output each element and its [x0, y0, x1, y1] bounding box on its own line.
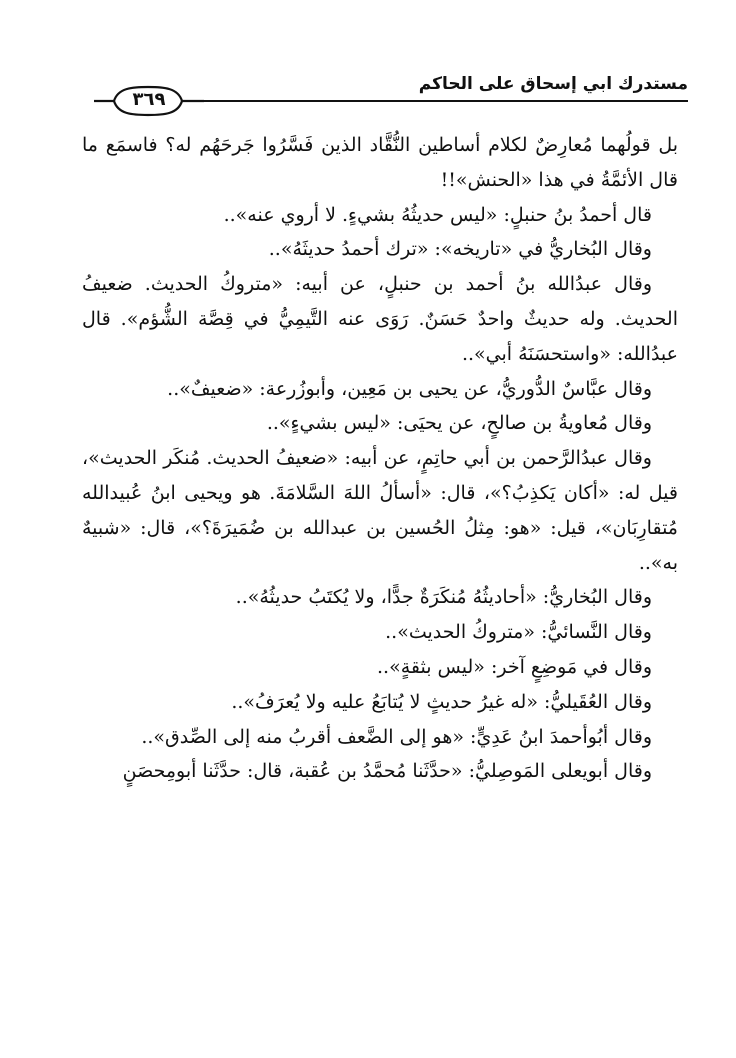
paragraph-uqayli: وقال العُقَيليُّ: «له غيرُ حديثٍ لا يُتابَعُ عليه ولا يُعرَفُ»..: [231, 690, 652, 713]
page-body: [82, 128, 678, 789]
paragraph-ibn-abi-hatim: وقال عبدُالرَّحمن بن أبي حاتِمٍ، عن أبيه: «ضعيفُ الحديث. مُنكَر الحديث»، قيل له: «أكان يَكذِبُ؟»، قال: «أسألُ اللهَ السَّلامَةَ. هو ويحيى ابنُ عُبيدالله مُتقارِبَان»، قيل: «هو: مِثلُ الحُسين بن عبدالله بن ضُمَيرَةَ؟»، قال: «شبيهٌ به»..: [82, 447, 678, 574]
paragraph-abbas-duri: وقال عبَّاسٌ الدُّوريُّ، عن يحيى بن مَعِين، وأبوزُرعة: «ضعيفٌ»..: [167, 377, 652, 400]
paragraph-other-place: وقال في مَوضِعٍ آخر: «ليس بثقةٍ»..: [376, 655, 652, 678]
paragraph-intro: بل قولُهما مُعارِضٌ لكلام أساطين النُّقَّاد الذين فَسَّرُوا جَرحَهُم له؟ فاسمَع ما قال الأئمَّةُ في هذا «الحنش»!!: [82, 134, 678, 191]
paragraph-abu-yala: وقال أبويعلى المَوصِليُّ: «حدَّثَنا مُحمَّدُ بن عُقبة، قال: حدَّثَنا أبومِحصَنٍ: [122, 760, 652, 783]
page-number-frame: [92, 84, 204, 118]
paragraph-muawiya: وقال مُعاويةُ بن صالحٍ، عن يحيَى: «ليس بشيءٍ»..: [266, 412, 652, 435]
running-title: مستدرك ابي إسحاق على الحاكم: [418, 74, 688, 94]
paragraph-ibn-adi: وقال أبُوأحمدَ ابنُ عَدِيٍّ: «هو إلى الضَّعف أقربُ منه إلى الصِّدق»..: [141, 725, 652, 748]
paragraph-bukhari: وقال البُخاريُّ: «أحاديثُهُ مُنكَرَةٌ جدًّا، ولا يُكتَبُ حديثُهُ»..: [235, 586, 652, 609]
paragraph-bukhari-tarikh: وقال البُخاريُّ في «تاريخه»: «ترك أحمدُ حديثَهُ»..: [268, 238, 652, 261]
header-rule: [200, 100, 688, 102]
page-header: [92, 70, 688, 116]
paragraph-nasai: وقال النَّسائيُّ: «متروكُ الحديث»..: [385, 621, 652, 644]
paragraph-abdullah: وقال عبدُالله بنُ أحمد بن حنبلٍ، عن أبيه: «متروكُ الحديث. ضعيفُ الحديث. وله حديثٌ واحدٌ حَسَنٌ. رَوَى عنه التَّيمِيُّ في قِصَّة الشُّؤم». قال عبدُالله: «واستحسَنَهُ أبي»..: [82, 273, 678, 365]
page-number: ٣٦٩: [132, 89, 166, 110]
paragraph-ahmad: قال أحمدُ بنُ حنبلٍ: «ليس حديثُهُ بشيءٍ. لا أروي عنه»..: [223, 203, 652, 226]
